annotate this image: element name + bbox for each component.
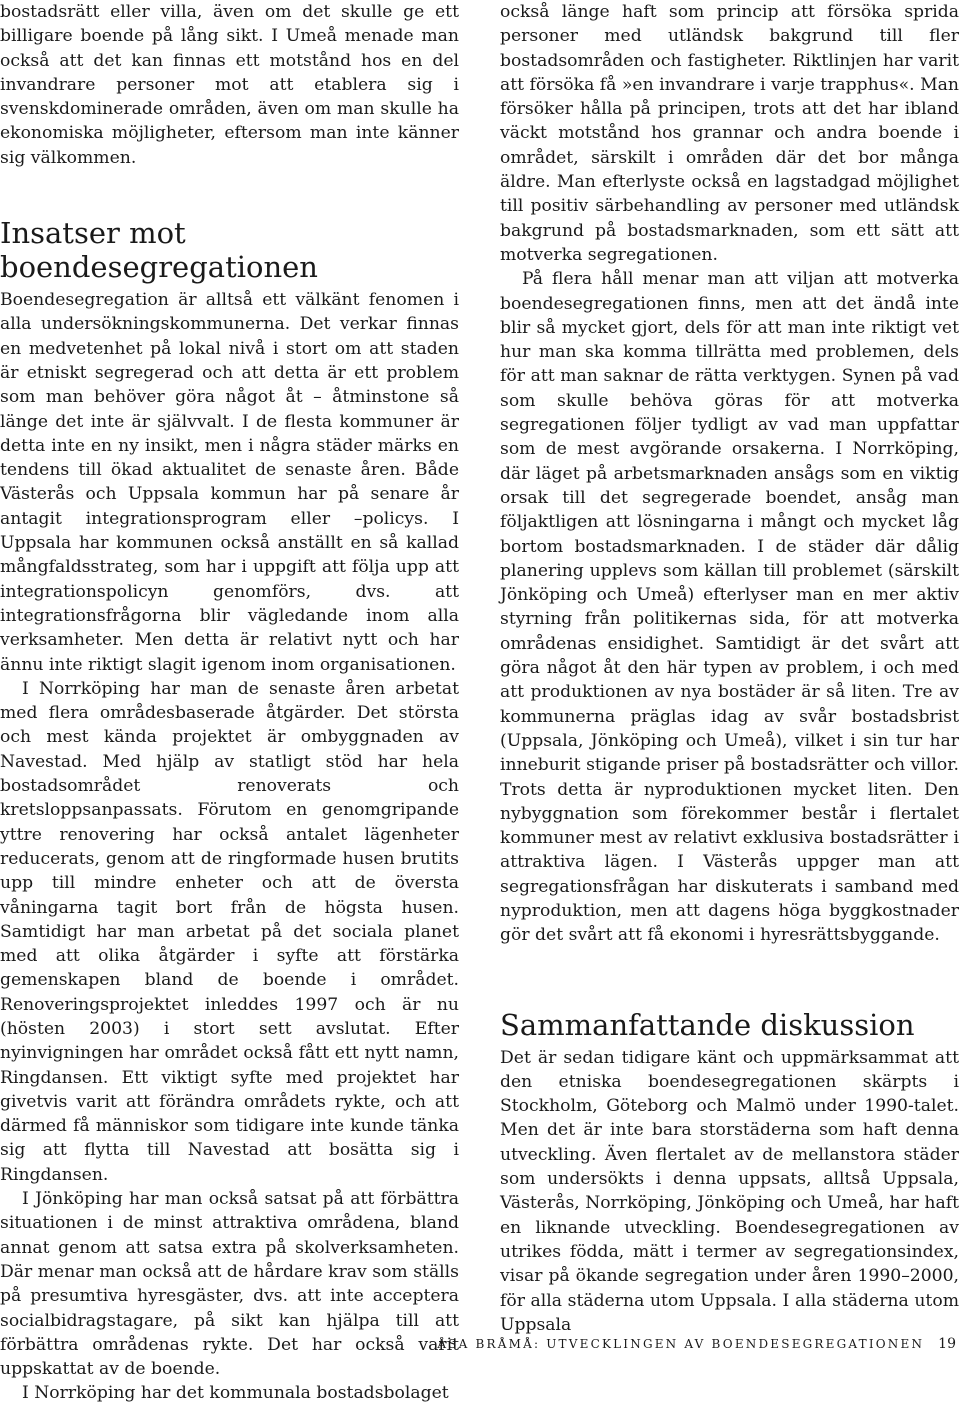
body-paragraph: I Jönköping har man också satsat på att förbättra situationen i de minst attraktiva områdena, bland annat genom att satsa extra på skolverksamheten. Där menar man också att de hårdare krav som ställs på presumtiva hyresgäster, dvs. att inte acceptera socialbidragstagare, på sikt kan hjälpa till att förbättra områdenas rykte. Det har också varit uppskattat av de boende. (0, 1189, 459, 1380)
body-paragraph: I Norrköping har man de senaste åren arbetat med flera områdesbaserade åtgärder. Det största och mest kända projektet är ombyggnaden av Navestad. Med hjälp av statligt stöd har hela bostadsområdet renoverats och kretsloppsanpassats. Förutom en genomgripande yttre renovering har också antalet lägenheter reducerats, genom att de ringformade husen brutits upp till mindre enheter och att de översta våningarna tagit bort från de högsta husen. Samtidigt har man arbetat på det sociala planet med att olika åtgärder i syfte att förstärka gemenskapen bland de boende i området. Renoveringsprojektet inleddes 1997 och är nu (hösten 2003) i stort sett avslutat. Efter nyinvigningen har området också fått ett nytt namn, Ringdansen. Ett viktigt syfte med projektet har givetvis varit att förändra områdets rykte, och att därmed få människor som tidigare inte kunde tänka sig att flytta till Navestad att bosätta sig i Ringdansen. (0, 678, 459, 1185)
body-paragraph: Boendesegregation är alltså ett välkänt fenomen i alla undersökningskommunerna. Det verkar finnas en medvetenhet på lokal nivå i stort om att staden är etniskt segregerad och att detta är ett problem som man behöver göra något åt – åtminstone så länge det inte är självvalt. I de flesta kommuner är detta inte en ny insikt, men i några städer märks en tendens till ökad aktualitet de senaste åren. Både Västerås och Uppsala kommun har på senare år antagit integrationsprogram eller –policys. I Uppsala har kommunen också anställt en så kallad mångfaldsstrateg, som har i uppgift att följa upp att integrationspolicyn genomförs, dvs. att integrationsfrågorna blir vägledande inom alla verksamheter. Men detta är relativt nytt och har ännu inte riktigt slagit igenom inom organisationen. (0, 290, 459, 675)
body-paragraph: också länge haft som princip att försöka sprida personer med utländsk bakgrund till fler bostadsområden och fastigheter. Riktlinjen har varit att försöka få »en invandrare i varje trapphus«. Man försöker hålla på principen, trots att det har ibland väckt motstånd hos grannar och andra boende i området, särskilt i områden där det bor många äldre. Man efterlyste också en lagstadgad möjlighet till positiv särbehandling av personer med utländsk bakgrund på bostadsmarknaden, som ett sätt att motverka segregationen. (500, 2, 959, 265)
body-paragraph: bostadsrätt eller villa, även om det skulle ge ett billigare boende på lång sikt. I Umeå menade man också att det kan finnas ett motstånd hos en del invandrare personer mot att etablera sig i svenskdominerade områden, även om man skulle ha ekonomiska möjligheter, eftersom man inte känner sig välkommen. (0, 2, 459, 168)
body-paragraph: På flera håll menar man att viljan att motverka boendesegregationen finns, men att det ändå inte blir så mycket gjort, dels för att man inte riktigt vet hur man ska komma tillrätta med problemen, dels för att man saknar de rätta verktygen. Synen på vad som skulle behöva göras för att motverka segregationen följer tydligt av vad man uppfattar som de mest avgörande orsakerna. I Norrköping, där läget på arbetsmarknaden ansågs som en viktig orsak till det segregerade boendet, ansåg man följaktligen att lösningarna i mångt och mycket låg bortom bostadsmarknaden. I de städer där dålig planering upplevs som källan till problemet (särskilt Jönköping och Umeå) efterlyser man en mer aktiv styrning från politikernas sida, för att motverka områdenas ensidighet. Samtidigt är det svårt att göra något åt den här typen av problem, i och med att produktionen av nya bostäder är så liten. Tre av kommunerna präglas idag av svår bostadsbrist (Uppsala, Jönköping och Umeå), vilket i sin tur har inneburit stigande priser på bostadsrätter och villor. Trots detta är nyproduktionen mycket liten. Den nybyggnation som förekommer består i flertalet kommuner mest av relativt exklusiva bostadsrätter i attraktiva lägen. I Västerås uppger man att segregationsfrågan har diskuterats i samband med nyproduktion, men att dagens höga byggkostnader gör det svårt att få ekonomi i hyresrättsbyggande. (500, 269, 959, 946)
page-footer (437, 1336, 956, 1352)
body-paragraph: Det är sedan tidigare känt och uppmärksammat att den etniska boendesegregationen skärpts i Stockholm, Göteborg och Malmö under 1990-talet. Men det är inte bara storstäderna som haft denna utveckling. Även flertalet av de mellanstora städer som undersökts i denna uppsats, alltså Uppsala, Västerås, Norrköping, Jönköping och Umeå, har haft en liknande utveckling. Boendesegregationen av utrikes födda, mätt i termer av segregationsindex, visar på ökande segregation under åren 1990–2000, för alla städerna utom Uppsala. I alla städerna utom Uppsala (500, 1047, 959, 1335)
running-title: ÅSA BRÅMÅ: UTVECKLINGEN AV BOENDESEGREGATIONEN (437, 1337, 925, 1351)
page-number: 19 (938, 1336, 956, 1352)
body-paragraph: I Norrköping har det kommunala bostadsbolaget (22, 1383, 449, 1404)
section-heading-insatser: Insatser mot boendesegregationen (0, 216, 318, 285)
section-heading-sammanfattande: Sammanfattande diskussion (500, 1007, 915, 1042)
left-column (0, 0, 459, 1406)
right-column (500, 0, 959, 1337)
